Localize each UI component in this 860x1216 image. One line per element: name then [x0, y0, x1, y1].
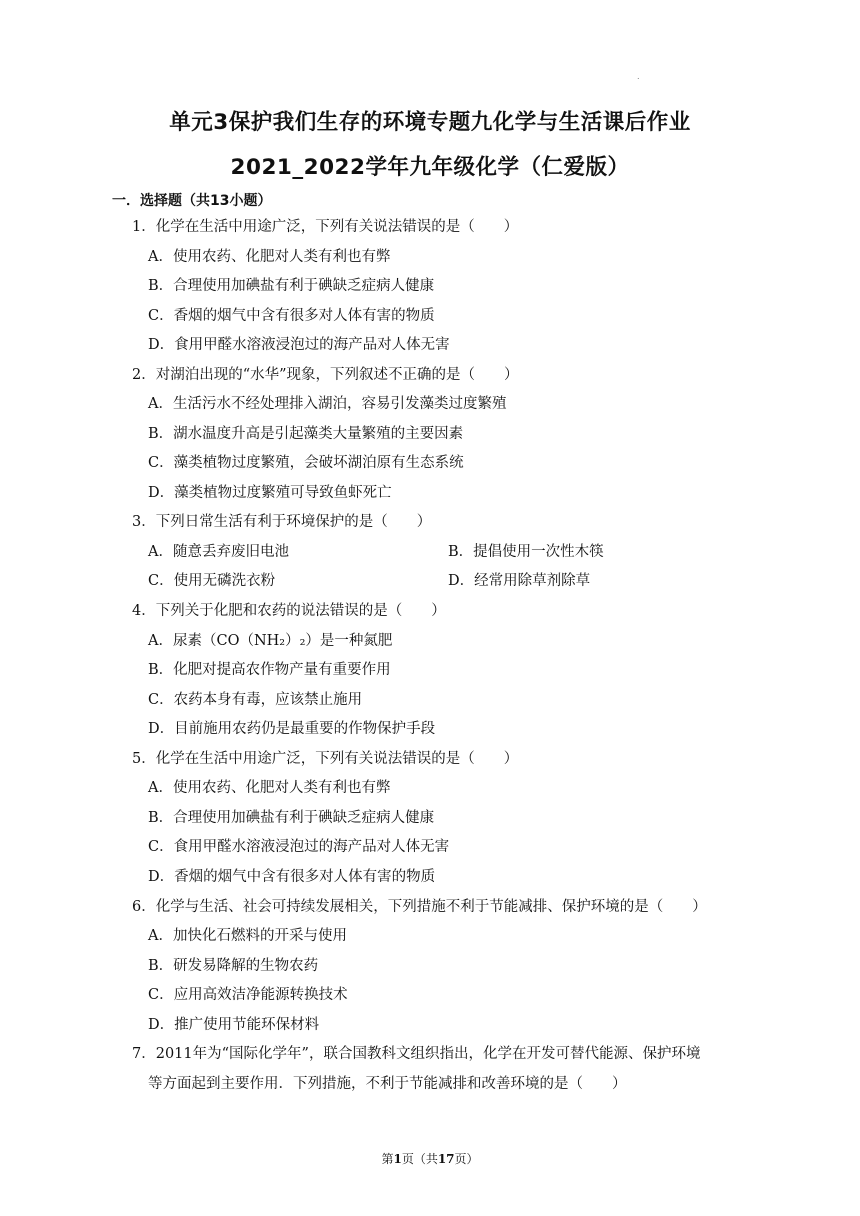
question-4-option-d: D．目前施用农药仍是最重要的作物保护手段	[148, 721, 436, 737]
document-title-line1: 单元3保护我们生存的环境专题九化学与生活课后作业	[169, 110, 691, 135]
question-5-stem: 5．化学在生活中用途广泛，下列有关说法错误的是（ ）	[132, 751, 519, 767]
question-3-option-b: B．提倡使用一次性木筷	[448, 544, 604, 560]
question-1-stem: 1．化学在生活中用途广泛，下列有关说法错误的是（ ）	[132, 219, 519, 235]
corner-dot: .	[637, 72, 640, 81]
question-1-option-a: A．使用农药、化肥对人类有利也有弊	[148, 249, 391, 265]
question-5-option-d: D．香烟的烟气中含有很多对人体有害的物质	[148, 869, 436, 885]
question-6-option-c: C．应用高效洁净能源转换技术	[148, 987, 348, 1003]
question-6-stem: 6．化学与生活、社会可持续发展相关，下列措施不利于节能减排、保护环境的是（ ）	[132, 899, 707, 915]
question-3-option-d: D．经常用除草剂除草	[448, 573, 591, 589]
document-title-line2: 2021_2022学年九年级化学（仁爱版）	[230, 155, 630, 180]
question-6-option-d: D．推广使用节能环保材料	[148, 1017, 320, 1033]
question-4-option-a: A．尿素（CO（NH₂）₂）是一种氮肥	[148, 633, 393, 649]
question-3-option-a: A．随意丢弃废旧电池	[148, 544, 289, 560]
question-4-stem: 4．下列关于化肥和农药的说法错误的是（ ）	[132, 603, 446, 619]
question-7-stem-continuation: 等方面起到主要作用．下列措施，不利于节能减排和改善环境的是（ ）	[148, 1076, 627, 1092]
footer-total-pages: 17	[437, 1152, 455, 1166]
question-2-option-b: B．湖水温度升高是引起藻类大量繁殖的主要因素	[148, 426, 464, 442]
footer-middle: 页（共	[401, 1152, 438, 1166]
question-1-option-b: B．合理使用加碘盐有利于碘缺乏症病人健康	[148, 278, 435, 294]
question-2-option-d: D．藻类植物过度繁殖可导致鱼虾死亡	[148, 485, 392, 501]
question-2-stem: 2．对湖泊出现的“水华”现象，下列叙述不正确的是（ ）	[132, 367, 519, 383]
question-6-option-b: B．研发易降解的生物农药	[148, 958, 319, 974]
question-3-stem: 3．下列日常生活有利于环境保护的是（ ）	[132, 514, 432, 530]
question-5-option-c: C．食用甲醛水溶液浸泡过的海产品对人体无害	[148, 839, 450, 855]
question-2-option-c: C．藻类植物过度繁殖，会破坏湖泊原有生态系统	[148, 455, 464, 471]
question-7-stem: 7．2011年为“国际化学年”，联合国教科文组织指出，化学在开发可替代能源、保护环境	[132, 1046, 701, 1062]
question-4-option-c: C．农药本身有毒，应该禁止施用	[148, 692, 363, 708]
question-5-option-a: A．使用农药、化肥对人类有利也有弊	[148, 780, 391, 796]
question-5-option-b: B．合理使用加碘盐有利于碘缺乏症病人健康	[148, 810, 435, 826]
question-6-option-a: A．加快化石燃料的开采与使用	[148, 928, 347, 944]
footer-prefix: 第	[381, 1152, 394, 1166]
question-2-option-a: A．生活污水不经处理排入湖泊，容易引发藻类过度繁殖	[148, 396, 507, 412]
question-4-option-b: B．化肥对提高农作物产量有重要作用	[148, 662, 391, 678]
question-3-option-c: C．使用无磷洗衣粉	[148, 573, 276, 589]
section-heading: 一．选择题（共13小题）	[112, 193, 272, 209]
footer-suffix: 页）	[454, 1152, 479, 1166]
page-footer	[0, 1150, 860, 1167]
footer-page-number: 1	[393, 1152, 402, 1166]
question-1-option-d: D．食用甲醛水溶液浸泡过的海产品对人体无害	[148, 337, 450, 353]
question-1-option-c: C．香烟的烟气中含有很多对人体有害的物质	[148, 308, 435, 324]
